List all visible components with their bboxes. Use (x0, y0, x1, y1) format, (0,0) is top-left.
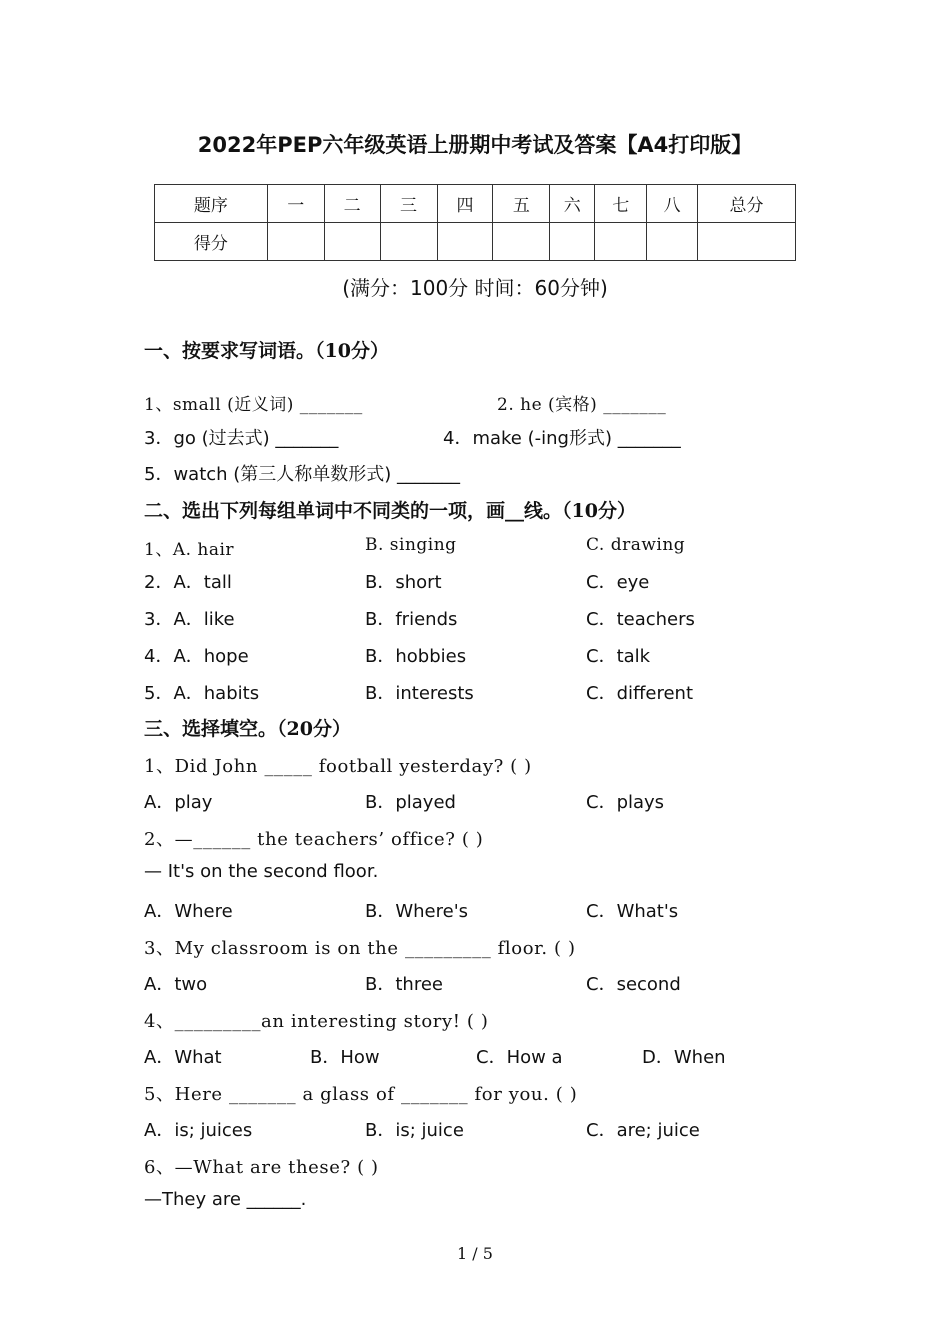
q2-option-c: C．What's (586, 901, 679, 922)
table-header-cell: 二 (324, 185, 380, 223)
q2-option-a: A．Where (144, 901, 233, 922)
section1-question-2: 2. he (宾格) _______ (497, 395, 667, 415)
table-header-cell: 六 (550, 185, 595, 223)
table-header-cell: 五 (493, 185, 550, 223)
page-title: 2022年PEP六年级英语上册期中考试及答案【A4打印版】 (197, 133, 753, 157)
table-header-cell: 一 (267, 185, 324, 223)
section2-heading: 二、选出下列每组单词中不同类的一项，画__线。（10分） (144, 500, 636, 522)
section1-question-1: 1、small (近义词) _______ (144, 395, 363, 415)
q3-option-a: A．two (144, 974, 208, 995)
q4-option-b: B．How (310, 1047, 380, 1068)
section2-row3-option-a: 3．A．like (144, 609, 235, 630)
section2-row4-option-a: 4．A．hope (144, 646, 249, 667)
section3-question-2: 2、—______ the teachers’ office? ( ) (144, 829, 484, 850)
section2-row3-option-c: C．teachers (586, 609, 695, 630)
page-number: 1 / 5 (457, 1244, 493, 1263)
section3-heading: 三、选择填空。（20分） (144, 718, 351, 740)
score-table-header-row (155, 185, 796, 223)
section2-row1-option-a: 1、A. hair (144, 540, 235, 560)
section2-row4-option-b: B．hobbies (365, 646, 467, 667)
score-table-score-row (155, 223, 796, 261)
section3-question-6: 6、—What are these? ( ) (144, 1157, 379, 1178)
section3-question-1: 1、Did John _____ football yesterday? ( ) (144, 756, 532, 777)
q5-option-b: B．is; juice (365, 1120, 464, 1141)
table-header-cell: 四 (437, 185, 493, 223)
table-header-cell: 七 (595, 185, 647, 223)
section3-question-4: 4、_________an interesting story! ( ) (144, 1011, 489, 1032)
score-cell (324, 223, 380, 261)
section2-row2-option-b: B．short (365, 572, 442, 593)
exam-info: (满分：100分 时间：60分钟) (342, 276, 608, 300)
section2-row1-option-c: C. drawing (586, 535, 686, 555)
score-cell (550, 223, 595, 261)
score-cell (493, 223, 550, 261)
q2-answer-line: — It's on the second floor. (144, 861, 379, 882)
section2-row5-option-a: 5．A．habits (144, 683, 260, 704)
section2-row2-option-c: C．eye (586, 572, 650, 593)
score-table (154, 184, 796, 261)
score-cell (267, 223, 324, 261)
section2-row2-option-a: 2．A．tall (144, 572, 232, 593)
q5-option-a: A．is; juices (144, 1120, 253, 1141)
q4-option-a: A．What (144, 1047, 222, 1068)
q3-option-c: C．second (586, 974, 681, 995)
q3-option-b: B．three (365, 974, 443, 995)
q4-option-d: D．When (642, 1047, 726, 1068)
section2-row3-option-b: B．friends (365, 609, 458, 630)
q6-answer-line: —They are ______. (144, 1189, 307, 1210)
score-cell (595, 223, 647, 261)
section2-row4-option-c: C．talk (586, 646, 651, 667)
section2-row5-option-c: C．different (586, 683, 694, 704)
section1-question-5: 5．watch (第三人称单数形式) _______ (144, 464, 461, 485)
table-header-cell: 八 (647, 185, 698, 223)
section1-question-3: 3．go (过去式) _______ (144, 428, 339, 449)
score-cell (698, 223, 796, 261)
q1-option-b: B．played (365, 792, 456, 813)
q1-option-a: A．play (144, 792, 213, 813)
section2-row1-option-b: B. singing (365, 535, 457, 555)
q2-option-b: B．Where's (365, 901, 469, 922)
score-row-label: 得分 (155, 223, 268, 261)
section1-heading: 一、按要求写词语。（10分） (144, 340, 389, 362)
score-cell (380, 223, 437, 261)
score-cell (437, 223, 493, 261)
q5-option-c: C．are; juice (586, 1120, 700, 1141)
q4-option-c: C．How a (476, 1047, 563, 1068)
table-header-cell: 题序 (155, 185, 268, 223)
table-header-cell: 三 (380, 185, 437, 223)
section3-question-5: 5、Here _______ a glass of _______ for you. ( ) (144, 1084, 578, 1105)
score-cell (647, 223, 698, 261)
table-header-cell: 总分 (698, 185, 796, 223)
q1-option-c: C．plays (586, 792, 665, 813)
section2-row5-option-b: B．interests (365, 683, 474, 704)
section3-question-3: 3、My classroom is on the _________ floor. ( ) (144, 938, 576, 959)
section1-question-4: 4．make (-ing形式) _______ (443, 428, 681, 449)
